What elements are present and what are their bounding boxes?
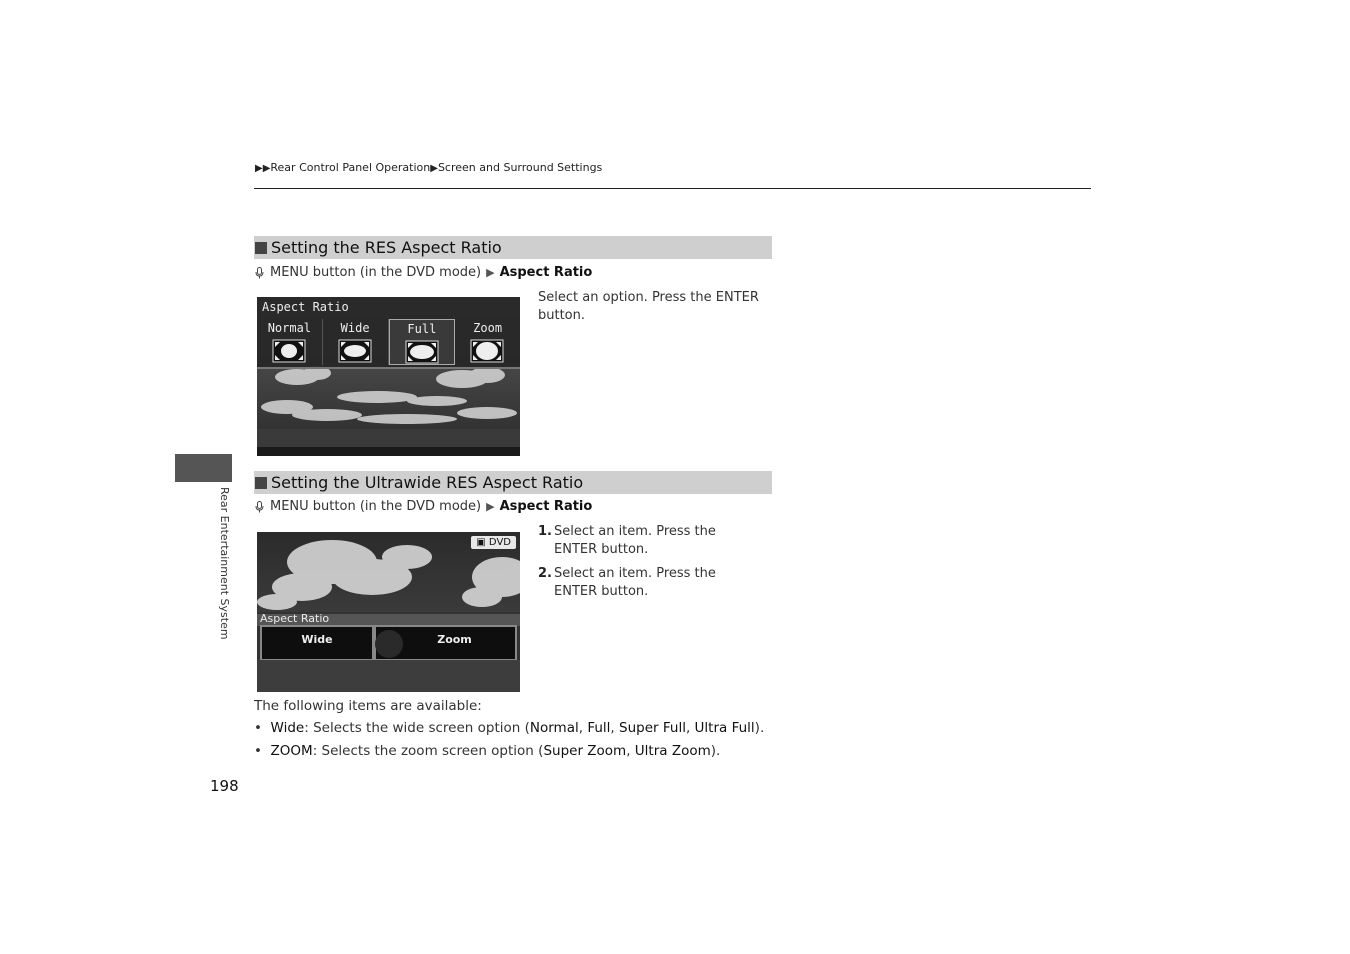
normal-ratio-icon <box>272 339 306 363</box>
arrow-right-icon: ▶ <box>486 266 495 279</box>
breadcrumb-arrows: ▶▶ <box>255 163 271 174</box>
breadcrumb-item-rear-control[interactable]: Rear Control Panel Operation <box>270 161 431 174</box>
breadcrumb-item-screen-surround[interactable]: Screen and Surround Settings <box>437 161 603 174</box>
step-1 <box>538 523 758 559</box>
menu-path-target: Aspect Ratio <box>499 265 593 280</box>
microphone-icon <box>255 267 264 279</box>
option-label: Normal <box>267 321 312 335</box>
step-text: Select an item. Press the ENTER button. <box>554 524 716 557</box>
screen-title: Aspect Ratio <box>262 300 349 314</box>
instruction-text: Select an option. Press the ENTER button. <box>538 290 759 323</box>
zoom-ratio-icon <box>470 339 504 363</box>
aspect-option-wide[interactable]: Wide <box>301 633 333 646</box>
item-option: Full <box>587 720 611 736</box>
bullet: • <box>254 743 271 759</box>
item-desc: : Selects the wide screen option ( <box>304 720 530 736</box>
ultrawide-aspect-screenshot <box>257 532 520 692</box>
available-intro: The following items are available: <box>254 698 482 714</box>
item-desc: : Selects the zoom screen option ( <box>312 743 544 759</box>
item-end: ). <box>710 743 721 759</box>
aspect-option-full[interactable] <box>389 319 456 365</box>
aspect-option-zoom[interactable]: Zoom <box>437 633 472 646</box>
wide-ratio-icon <box>338 339 372 363</box>
step-2 <box>538 565 758 601</box>
option-label: Zoom <box>473 321 503 335</box>
menu-path-target: Aspect Ratio <box>499 499 593 514</box>
step-number: 2. <box>538 566 552 581</box>
option-label: Full <box>407 322 437 336</box>
aspect-option-zoom[interactable] <box>455 319 520 365</box>
menu-path-text: MENU button (in the DVD mode) <box>270 265 482 280</box>
item-term: ZOOM <box>270 743 313 759</box>
section-heading-text: Setting the Ultrawide RES Aspect Ratio <box>271 473 584 492</box>
chapter-label: Rear Entertainment System <box>218 487 231 640</box>
section-heading-text: Setting the RES Aspect Ratio <box>271 238 502 257</box>
aspect-ratio-screenshot <box>257 297 520 456</box>
list-item: • ZOOM: Selects the zoom screen option (Super Zoom, Ultra Zoom). <box>254 743 721 759</box>
dvd-badge-text: DVD <box>488 537 511 548</box>
dvd-badge <box>471 536 516 549</box>
item-term: Wide <box>270 720 305 736</box>
breadcrumb <box>255 161 602 174</box>
step-text: Select an item. Press the ENTER button. <box>554 566 716 599</box>
header-rule <box>254 188 1091 189</box>
section-heading-ultrawide <box>254 471 772 494</box>
chapter-tab[interactable] <box>175 454 232 482</box>
menu-path <box>255 499 592 514</box>
item-option: Normal <box>529 720 579 736</box>
aspect-option-normal[interactable] <box>257 319 323 365</box>
menu-path <box>255 265 592 280</box>
item-option: Super Zoom <box>543 743 627 759</box>
list-item: • Wide: Selects the wide screen option (Normal, Full, Super Full, Ultra Full). <box>254 720 765 736</box>
page-number: 198 <box>210 777 239 795</box>
full-ratio-icon <box>405 340 439 364</box>
square-bullet-icon <box>255 242 267 254</box>
section-heading-res-aspect <box>254 236 772 259</box>
aspect-option-wide[interactable] <box>323 319 389 365</box>
step-number: 1. <box>538 524 552 539</box>
option-label: Wide <box>340 321 370 335</box>
item-option: Super Full <box>619 720 686 736</box>
aspect-option-bar <box>257 319 520 365</box>
arrow-right-icon: ▶ <box>486 500 495 513</box>
menu-path-text: MENU button (in the DVD mode) <box>270 499 482 514</box>
item-option: Ultra Full <box>694 720 755 736</box>
microphone-icon <box>255 501 264 513</box>
film-icon: ▣ <box>476 537 489 548</box>
breadcrumb-separator: ▶ <box>430 163 438 174</box>
item-end: ). <box>754 720 765 736</box>
bullet: • <box>254 720 271 736</box>
item-option: Ultra Zoom <box>634 743 711 759</box>
available-list <box>254 720 854 770</box>
screen-title: Aspect Ratio <box>260 612 330 625</box>
square-bullet-icon <box>255 477 267 489</box>
